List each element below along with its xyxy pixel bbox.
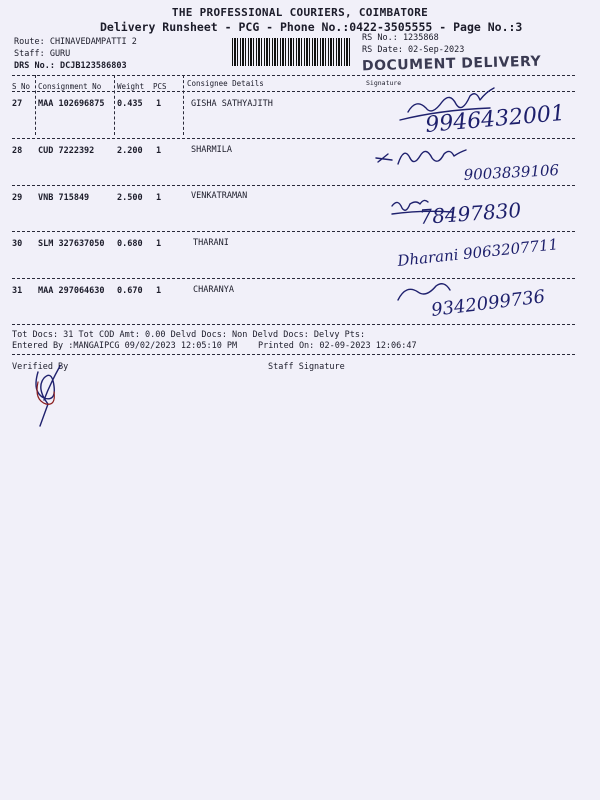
runsheet-title: Delivery Runsheet - PCG - Phone No.:0422-3505555 - Page No.:3 [100,20,523,34]
verified-by-label: Verified By [12,362,69,372]
divider [12,138,575,139]
row-consignment: CUD 7222392 [38,146,95,156]
row-consignee: GISHA SATHYAJITH [191,99,273,109]
rs-date: RS Date: 02-Sep-2023 [362,45,465,55]
entered-by: Entered By :MANGAIPCG 09/02/2023 12:05:10 PM [12,341,238,351]
row-signature-number: 78497830 [418,197,522,229]
row-consignee: SHARMILA [191,145,232,155]
divider [12,231,575,232]
row-signature-number: 9946432001 [424,100,566,138]
staff-signature-label: Staff Signature [268,362,345,372]
row-pcs: 1 [156,193,162,203]
row-consignment: SLM 327637050 [38,239,105,249]
row-signature-number: 9342099736 [430,286,547,321]
divider [12,324,575,325]
row-pcs: 1 [156,99,162,109]
row-consignee: CHARANYA [193,285,234,295]
col-pcs: PCS [153,82,167,91]
divider [12,75,575,76]
row-sno: 31 [12,286,23,296]
col-separator [35,75,36,135]
row-consignee: THARANI [193,238,229,248]
rs-number: RS No.: 1235868 [362,33,439,43]
divider [12,354,575,355]
row-sno: 28 [12,146,23,156]
divider [12,278,575,279]
col-signature: Signature [366,79,402,87]
row-signature-number: 9003839106 [463,161,560,184]
divider [12,185,575,186]
col-weight: Weight [117,82,145,91]
col-consignment: Consignment No [38,82,102,91]
row-weight: 0.670 [117,286,143,296]
row-pcs: 1 [156,146,162,156]
row-signature-number: Dharani 9063207711 [396,235,559,270]
col-consignee: Consignee Details [187,79,264,88]
col-separator [183,75,184,135]
row-pcs: 1 [156,286,162,296]
totals-line: Tot Docs: 31 Tot COD Amt: 0.00 Delvd Docs: Non Delvd Docs: Delvy Pts: [12,330,366,340]
barcode [232,38,352,66]
row-consignee: VENKATRAMAN [191,191,248,201]
row-sno: 29 [12,193,23,203]
staff-label: Staff: GURU [14,49,71,59]
row-weight: 0.680 [117,239,143,249]
divider [12,91,575,92]
row-consignment: MAA 297064630 [38,286,105,296]
document-delivery-stamp: DOCUMENT DELIVERY [361,53,542,75]
row-weight: 2.500 [117,193,143,203]
route-label: Route: CHINAVEDAMPATTI 2 [14,37,137,47]
row-sno: 27 [12,99,23,109]
row-weight: 0.435 [117,99,143,109]
row-sno: 30 [12,239,23,249]
drs-number: DRS No.: DCJB123586803 [14,61,127,71]
col-separator [114,75,115,135]
printed-on: Printed On: 02-09-2023 12:06:47 [258,341,417,351]
row-consignment: VNB 715849 [38,193,90,203]
col-sno: S No [12,82,31,91]
row-weight: 2.200 [117,146,143,156]
row-pcs: 1 [156,239,162,249]
row-consignment: MAA 102696875 [38,99,105,109]
company-title: THE PROFESSIONAL COURIERS, COIMBATORE [171,6,429,19]
